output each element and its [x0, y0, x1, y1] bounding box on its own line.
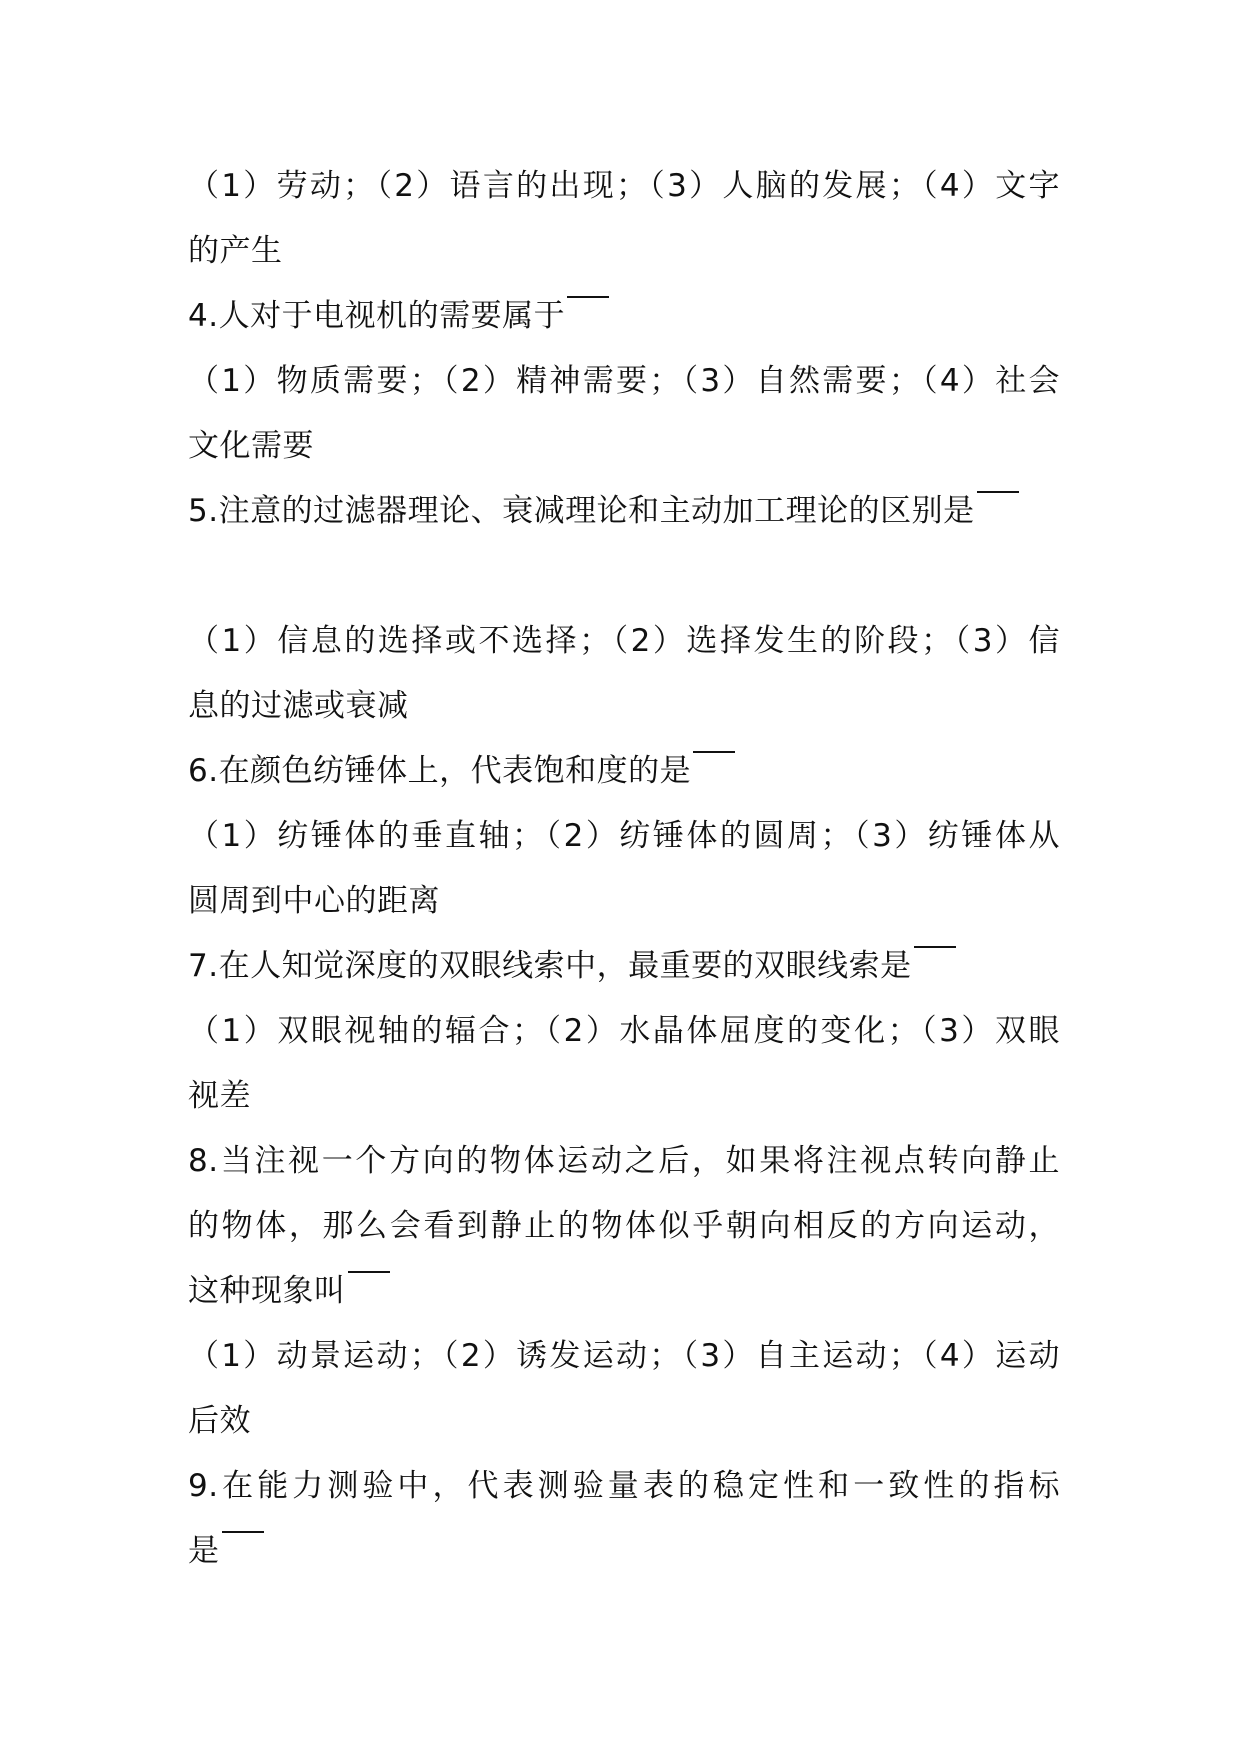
text-line [188, 284, 1060, 349]
text-line [188, 414, 1060, 479]
text-line [188, 219, 1060, 284]
line-text: （1）信息的选择或不选择；（2）选择发生的阶段；（3）信 [188, 623, 1060, 659]
line-text: 5.注意的过滤器理论、衰减理论和主动加工理论的区别是 [188, 493, 975, 529]
text-line [188, 1129, 1060, 1194]
text-line [188, 1194, 1060, 1259]
line-text: （1）动景运动；（2）诱发运动；（3）自主运动；（4）运动 [188, 1338, 1060, 1374]
text-line [188, 609, 1060, 674]
answer-blank [914, 946, 956, 970]
text-line [188, 739, 1060, 804]
line-text: 9.在能力测验中，代表测验量表的稳定性和一致性的指标 [188, 1468, 1060, 1504]
answer-blank [977, 491, 1019, 515]
line-text: 4.人对于电视机的需要属于 [188, 298, 566, 334]
line-text: 视差 [188, 1078, 251, 1114]
text-line [188, 1519, 1060, 1584]
text-line [188, 999, 1060, 1064]
line-text: 息的过滤或衰减 [188, 688, 409, 724]
text-line [188, 1454, 1060, 1519]
text-line [188, 1324, 1060, 1389]
line-text: （1）双眼视轴的辐合；（2）水晶体屈度的变化；（3）双眼 [188, 1013, 1060, 1049]
line-text: 8.当注视一个方向的物体运动之后，如果将注视点转向静止 [188, 1143, 1060, 1179]
text-line [188, 479, 1060, 544]
answer-blank [567, 296, 609, 320]
line-text: 是 [188, 1533, 220, 1569]
text-line [188, 804, 1060, 869]
line-text: 的产生 [188, 233, 283, 269]
text-line [188, 154, 1060, 219]
answer-blank [222, 1531, 264, 1555]
line-text: （1）劳动；（2）语言的出现；（3）人脑的发展；（4）文字 [188, 168, 1060, 204]
line-text: （1）纺锤体的垂直轴；（2）纺锤体的圆周；（3）纺锤体从 [188, 818, 1060, 854]
answer-blank [693, 751, 735, 775]
line-text: 6.在颜色纺锤体上，代表饱和度的是 [188, 753, 692, 789]
document-page [188, 154, 1060, 1584]
line-text: 圆周到中心的距离 [188, 883, 440, 919]
line-text: 这种现象叫 [188, 1273, 346, 1309]
answer-blank [348, 1271, 390, 1295]
line-text: 后效 [188, 1403, 251, 1439]
text-line [188, 1259, 1060, 1324]
text-line [188, 1389, 1060, 1454]
text-line [188, 934, 1060, 999]
text-line [188, 674, 1060, 739]
text-line [188, 349, 1060, 414]
line-text: 的物体，那么会看到静止的物体似乎朝向相反的方向运动， [188, 1208, 1060, 1244]
text-line [188, 1064, 1060, 1129]
line-text: 文化需要 [188, 428, 314, 464]
line-text: 7.在人知觉深度的双眼线索中，最重要的双眼线索是 [188, 948, 912, 984]
blank-line [188, 544, 1060, 609]
line-text: （1）物质需要；（2）精神需要；（3）自然需要；（4）社会 [188, 363, 1060, 399]
text-line [188, 869, 1060, 934]
